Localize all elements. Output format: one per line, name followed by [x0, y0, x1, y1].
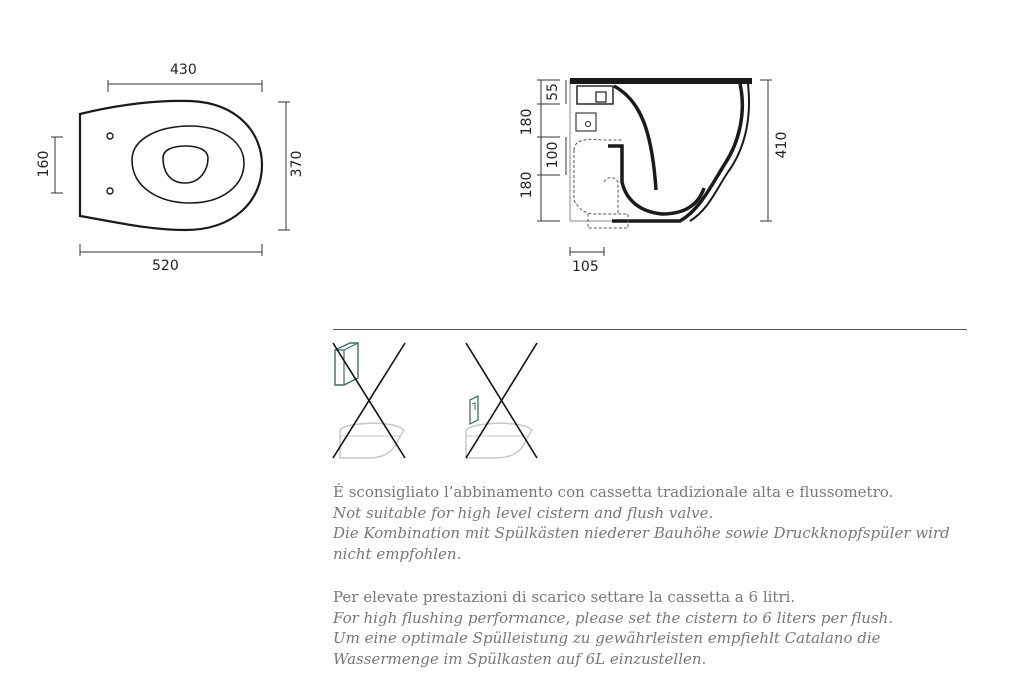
dim-520: 520 [152, 258, 179, 274]
dim-55: 55 [545, 83, 561, 101]
dim-410: 410 [774, 131, 790, 159]
dim-100: 100 [545, 141, 561, 169]
note1-english: Not suitable for high level cistern and flush valve. [333, 503, 714, 522]
note1-german-line2: nicht empfohlen. [333, 544, 462, 563]
note2-italian: Per elevate prestazioni di scarico settare la cassetta a 6 litri. [333, 588, 796, 606]
note2-german-line2: Wassermenge im Spülkasten auf 6L einzustellen. [333, 649, 707, 668]
note2-english: For high flushing performance, please set the cistern to 6 liters per flush. [333, 608, 894, 627]
dim-180-lower: 180 [519, 171, 535, 199]
dim-370: 370 [289, 150, 305, 178]
dim-105: 105 [572, 259, 599, 275]
flush-valve-crossed-icon [466, 343, 537, 458]
dim-160: 160 [36, 150, 52, 178]
note1-italian: É sconsigliato l’abbinamento con cassetta tradizionale alta e flussometro. [333, 483, 894, 501]
dim-430: 430 [170, 62, 197, 78]
note1-german-line1: Die Kombination mit Spülkästen niederer Bauhöhe sowie Druckknopfspüler wird [333, 524, 950, 542]
high-cistern-crossed-icon [333, 343, 405, 458]
notes-block [333, 482, 993, 669]
dim-180-upper: 180 [519, 108, 535, 136]
note2-german-line1: Um eine optimale Spülleistung zu gewährleisten empfiehlt Catalano die [333, 629, 881, 647]
